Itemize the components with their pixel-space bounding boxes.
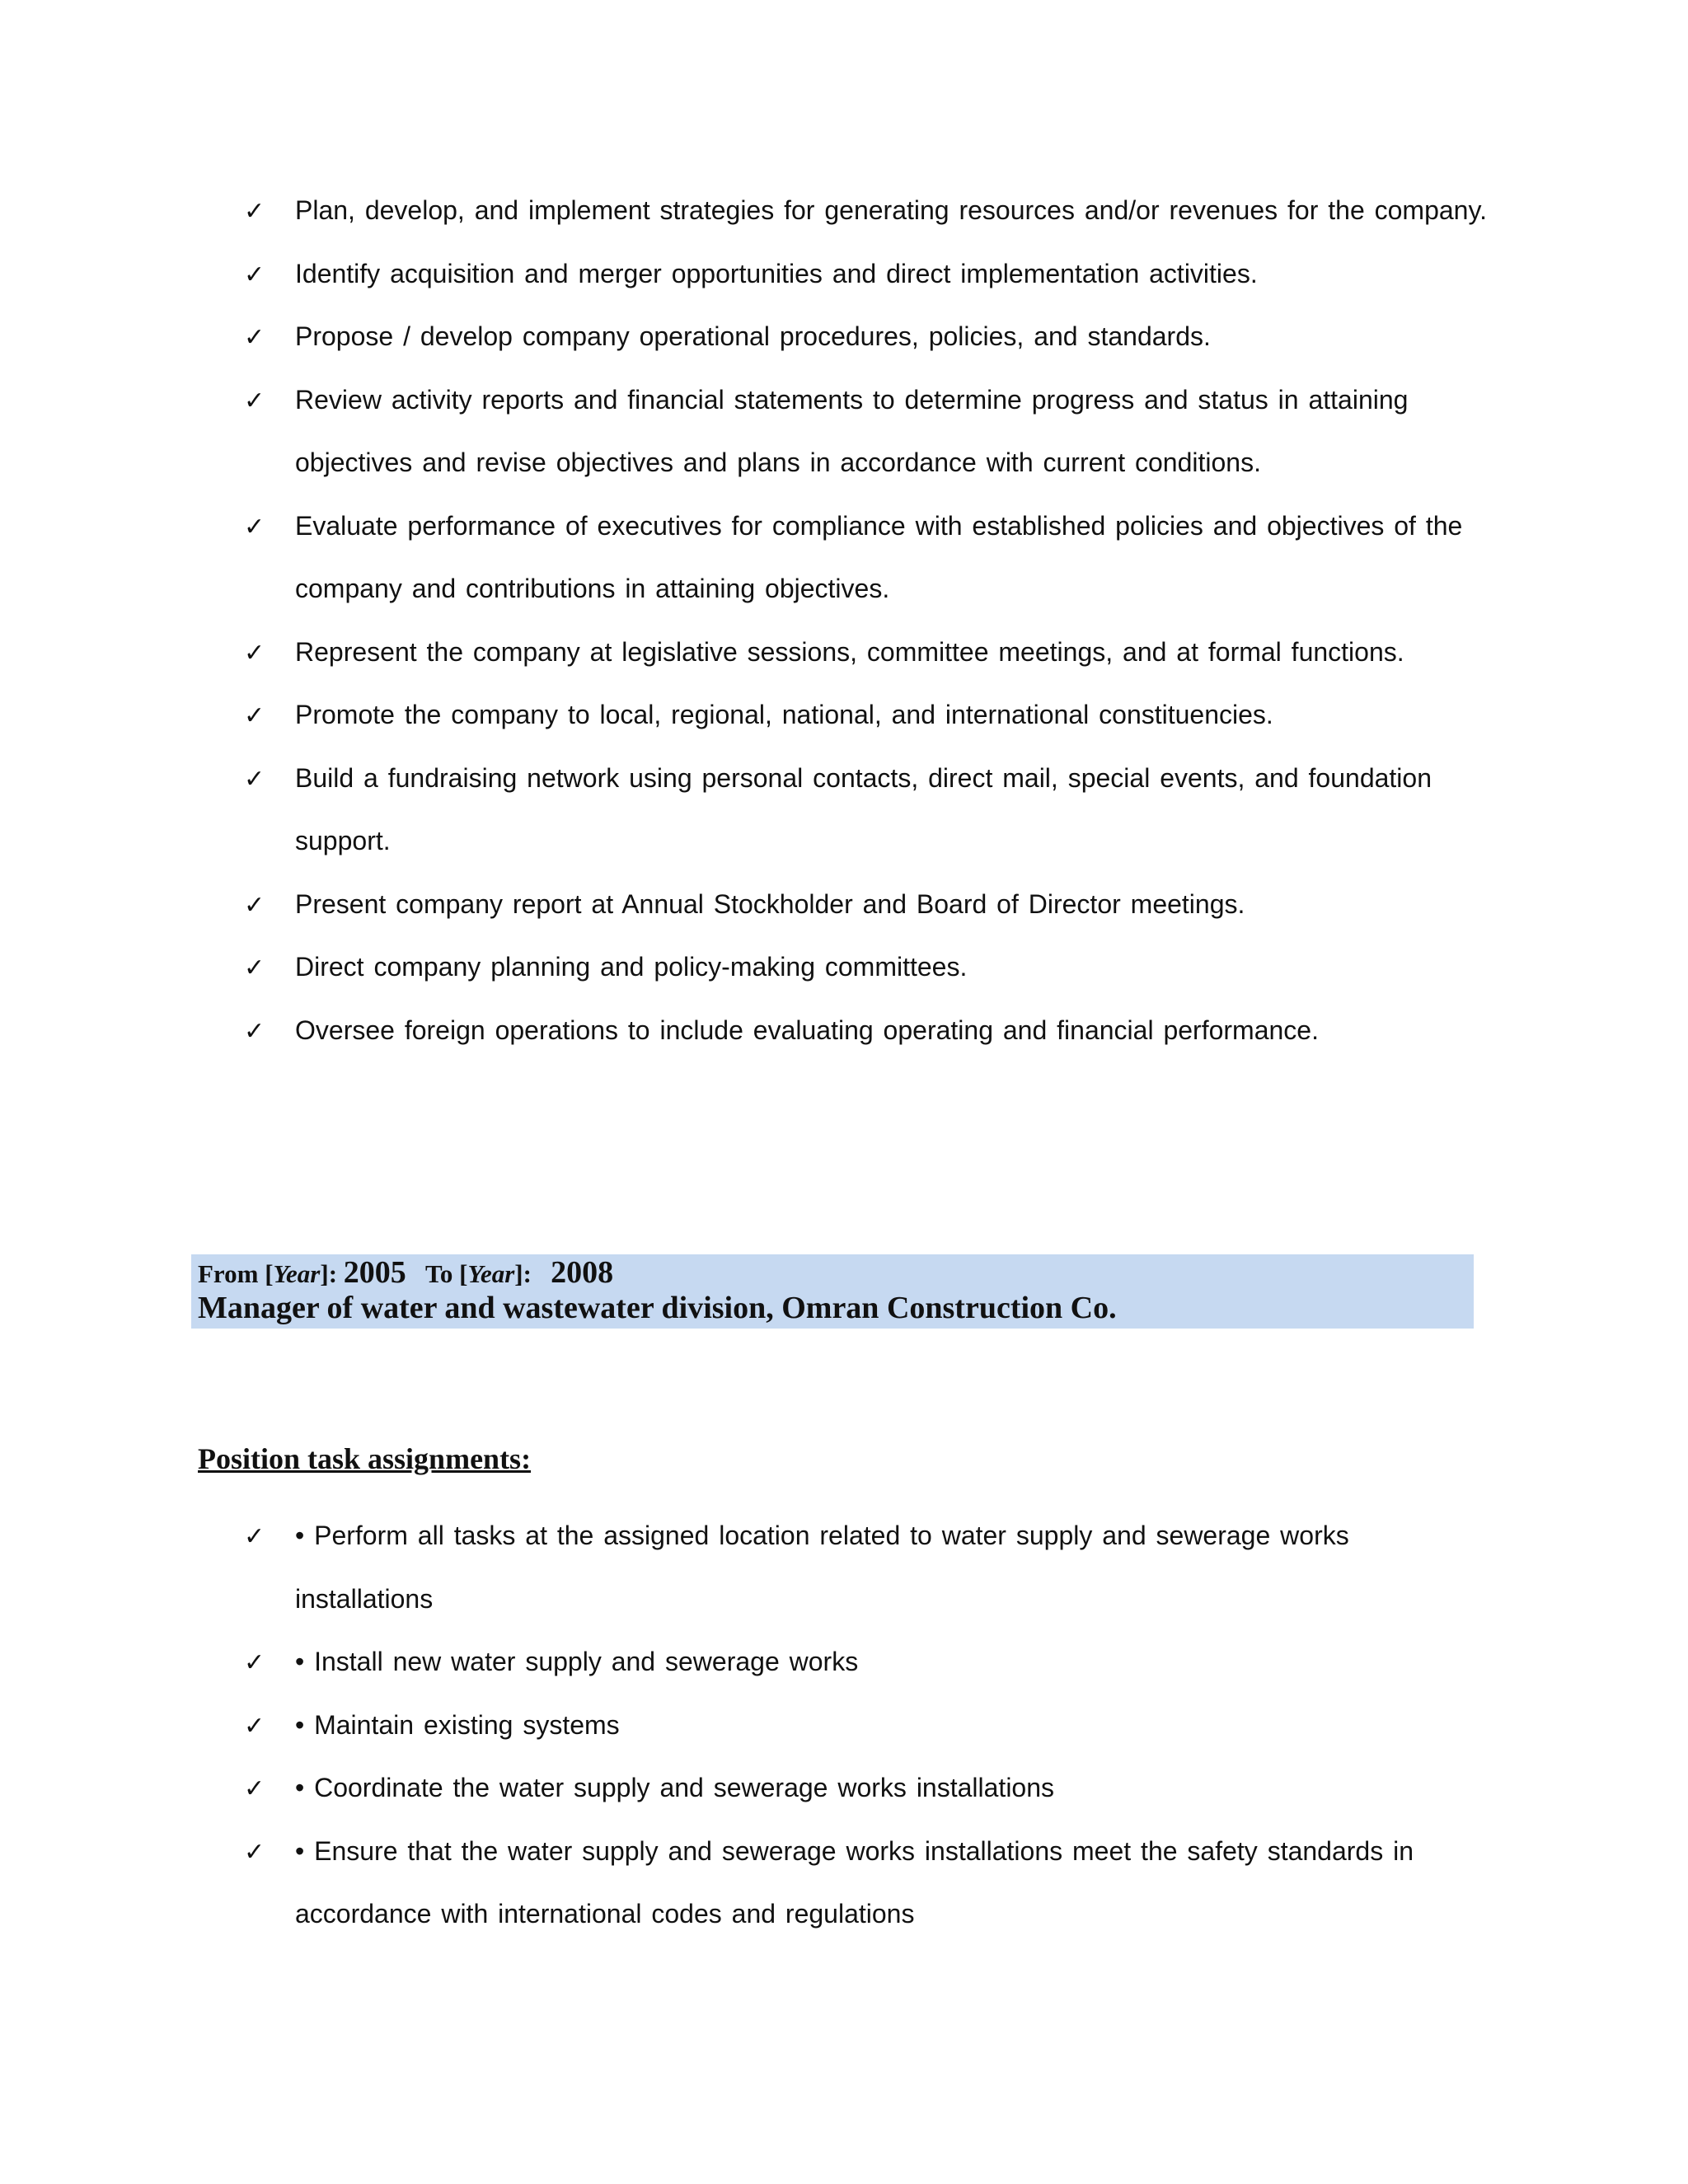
label-close: ]: [320, 1259, 338, 1288]
list-item-text: • Coordinate the water supply and sewerage works installations [295, 1773, 1055, 1802]
checkmark-icon: ✓ [244, 1522, 265, 1551]
list-item-text: • Perform all tasks at the assigned location related to water supply and sewerage works installations [295, 1521, 1349, 1614]
list-item [0, 1516, 1688, 1643]
checkmark-icon: ✓ [244, 1648, 265, 1677]
checkmark-icon: ✓ [244, 1016, 265, 1046]
job-title: Manager of water and wastewater division, Omran Construction Co. [198, 1291, 1117, 1325]
list-item [0, 507, 1688, 633]
list-item [0, 1832, 1688, 1958]
checkmark-icon: ✓ [244, 764, 265, 794]
year-word: Year [467, 1259, 515, 1288]
checkmark-icon: ✓ [244, 1711, 265, 1741]
checkmark-icon: ✓ [244, 386, 265, 415]
list-item-text: Build a fundraising network using personal contacts, direct mail, special events, and foundation support. [295, 762, 1432, 855]
checkmark-icon: ✓ [244, 323, 265, 352]
tasks-list [0, 1516, 1688, 1958]
checkmark-icon: ✓ [244, 512, 265, 541]
to-year: 2008 [551, 1255, 614, 1290]
list-item-text: Identify acquisition and merger opportunities and direct implementation activities. [295, 258, 1258, 288]
list-item-text: Review activity reports and financial statements to determine progress and status in attaining objectives and revise objectives and plans in accordance with current conditions. [295, 384, 1409, 477]
checkmark-icon: ✓ [244, 260, 265, 289]
checkmark-icon: ✓ [244, 1774, 265, 1803]
list-item-text: Present company report at Annual Stockholder and Board of Director meetings. [295, 888, 1245, 919]
position-heading: Position task assignments: [198, 1442, 532, 1475]
list-item [0, 381, 1688, 507]
checkmark-icon: ✓ [244, 638, 265, 668]
checkmark-icon: ✓ [244, 890, 265, 920]
responsibilities-list [0, 191, 1688, 1074]
list-item-text: • Install new water supply and sewerage works [295, 1647, 859, 1676]
checkmark-icon: ✓ [244, 197, 265, 226]
list-item-text: Promote the company to local, regional, national, and international constituencies. [295, 700, 1273, 729]
list-item-text: Oversee foreign operations to include evaluating operating and financial performance. [295, 1015, 1319, 1045]
list-item-text: Plan, develop, and implement strategies for generating resources and/or revenues for the company. [295, 195, 1487, 225]
list-item [0, 1011, 1688, 1075]
checkmark-icon: ✓ [244, 701, 265, 730]
list-item-text: • Maintain existing systems [295, 1709, 620, 1740]
year-word: Year [273, 1259, 321, 1288]
from-year: 2005 [343, 1255, 406, 1290]
label-close: ]: [514, 1259, 532, 1288]
to-label: To [ [425, 1259, 468, 1288]
list-item-text: Direct company planning and policy-making committees. [295, 952, 968, 982]
checkmark-icon: ✓ [244, 954, 265, 982]
list-item [0, 759, 1688, 885]
list-item-text: • Ensure that the water supply and sewerage works installations meet the safety standards in accordance with international codes and regulations [295, 1835, 1414, 1929]
list-item-text: Represent the company at legislative sessions, committee meetings, and at formal functions. [295, 636, 1404, 667]
job-header [191, 1254, 1474, 1329]
checkmark-icon: ✓ [244, 1837, 265, 1867]
from-label: From [ [198, 1259, 274, 1288]
list-item-text: Propose / develop company operational procedures, policies, and standards. [295, 321, 1211, 351]
list-item-text: Evaluate performance of executives for compliance with established policies and objectives of the company and contributions in attaining objectives. [295, 510, 1463, 603]
